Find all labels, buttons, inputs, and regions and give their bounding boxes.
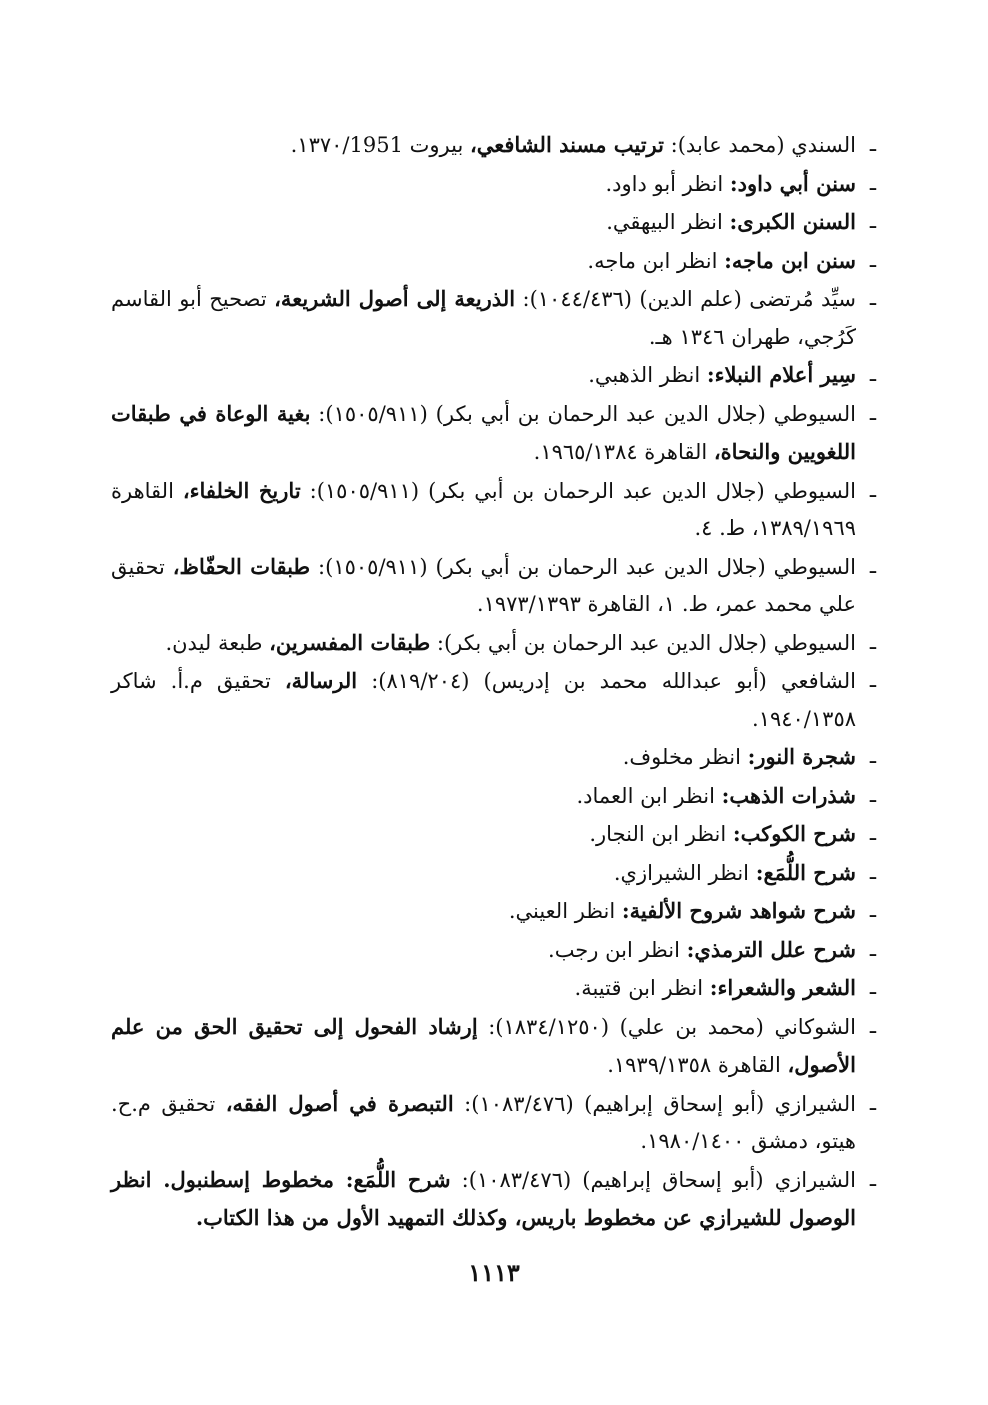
bibliography-entry (111, 777, 876, 816)
entry-dash: ـ (869, 132, 876, 156)
entry-dash: ـ (869, 936, 876, 961)
entry-dash: ـ (869, 170, 876, 195)
bibliography-entry (111, 738, 876, 777)
bibliography-entry (111, 395, 876, 472)
entry-dash: ـ (869, 1013, 876, 1038)
entry-dash: ـ (869, 1166, 876, 1191)
entry-dash: ـ (869, 821, 876, 845)
entry-bold: بغية الوعاة في طبقات اللغويين والنحاة، (111, 400, 856, 464)
entry-plain: سيِّد مُرتضى (علم الدين) (١٠٤٤/٤٣٦): (515, 287, 856, 311)
bibliography-entry (111, 969, 876, 1008)
bibliography-entry (111, 126, 876, 165)
entry-dash: ـ (869, 477, 876, 502)
entry-bold: شرح علل الترمذي: (686, 936, 856, 962)
entry-dash: ـ (869, 209, 876, 233)
bibliography-entry (111, 1085, 876, 1161)
entry-bold: إرشاد الفحول إلى تحقيق الحق من علم الأصول، (111, 1013, 856, 1077)
entry-plain: السيوطي (جلال الدين عبد الرحمان بن أبي بكر) (١٥٠٥/٩١١): (300, 478, 857, 503)
bibliography-entry (111, 815, 876, 854)
entry-plain: الشيرازي (أبو إسحاق إبراهيم) (١٠٨٣/٤٧٦): (450, 1167, 857, 1192)
entry-bold: شرح الكوكب: (732, 821, 856, 846)
entry-dash: ـ (869, 362, 876, 386)
entry-rest: القاهرة ١٣٨٩/١٩٦٩، ط. ٤. (111, 478, 856, 540)
entry-dash: ـ (869, 782, 876, 807)
entry-bold: الرسالة، (284, 668, 358, 693)
bibliography-entry (111, 472, 876, 548)
entry-plain: السيوطي (جلال الدين عبد الرحمان بن أبي بكر) (١٥٠٥/٩١١): (310, 401, 856, 426)
entry-rest: انظر ابن ماجه. (587, 248, 725, 273)
bibliography-entry (111, 854, 876, 893)
entry-dash: ـ (869, 629, 876, 654)
entry-dash: ـ (869, 668, 876, 692)
bibliography-list (111, 126, 876, 1238)
entry-bold: شرح شواهد شروح الألفية: (621, 898, 856, 923)
entry-rest: بيروت ١٣٧٠/1951. (290, 133, 470, 157)
entry-rest: انظر الذهبي. (588, 363, 707, 387)
entry-plain: السيوطي (جلال الدين عبد الرحمان بن أبي بكر): (430, 630, 856, 655)
entry-rest: انظر البيهقي. (606, 210, 730, 234)
entry-plain: السندي (محمد عابد): (663, 133, 856, 157)
entry-dash: ـ (869, 247, 876, 272)
entry-rest: انظر ابن قتيبة. (574, 976, 710, 1000)
entry-bold: السنن الكبرى: (729, 209, 856, 234)
entry-dash: ـ (869, 400, 876, 425)
entry-bold: شذرات الذهب: (721, 782, 856, 808)
bibliography-entry (111, 165, 876, 204)
bibliography-entry (111, 624, 876, 663)
entry-rest: انظر مخلوف. (622, 745, 748, 769)
entry-rest: انظر الشيرازي. (613, 860, 756, 885)
entry-bold: شرح اللُّمَع: (755, 859, 856, 885)
entry-dash: ـ (869, 859, 876, 884)
page-number: ١١١٣ (468, 1258, 520, 1287)
bibliography-entry (111, 1008, 876, 1085)
bibliography-entry (111, 242, 876, 281)
entry-rest: تصحيح أبو القاسم كَرُجي، طهران ١٣٤٦ هـ. (111, 287, 856, 349)
entry-rest: تحقيق علي محمد عمر، ط. ١، القاهرة ١٩٧٣/١٣٩٣. (111, 554, 856, 616)
entry-bold: شجرة النور: (747, 744, 856, 769)
entry-bold: الشعر والشعراء: (709, 975, 856, 1000)
bibliography-entry (111, 662, 876, 738)
entry-dash: ـ (869, 898, 876, 922)
entry-rest: طبعة ليدن. (165, 630, 270, 655)
entry-bold: تاريخ الخلفاء، (182, 477, 301, 503)
entry-rest: انظر ابن العماد. (576, 783, 722, 808)
entry-rest: القاهرة ١٩٣٩/١٣٥٨. (607, 1053, 788, 1077)
entry-plain: السيوطي (جلال الدين عبد الرحمان بن أبي بكر) (١٥٠٥/٩١١): (310, 554, 856, 579)
entry-bold: سنن ابن ماجه: (724, 247, 856, 273)
entry-dash: ـ (869, 286, 876, 310)
bibliography-entry (111, 280, 876, 356)
entry-bold: طبقات الحفّاظ، (172, 553, 311, 579)
entry-bold: الذريعة إلى أصول الشريعة، (274, 286, 516, 311)
bibliography-entry (111, 203, 876, 242)
entry-bold: سنن أبي داود: (729, 170, 856, 196)
entry-bold: ترتيب مسند الشافعي، (469, 132, 664, 157)
bibliography-entry (111, 356, 876, 395)
entry-dash: ـ (869, 1090, 876, 1115)
bibliography-entry (111, 548, 876, 624)
entry-rest: انظر ابن النجار. (589, 822, 733, 846)
entry-bold: طبقات المفسرين، (269, 629, 431, 655)
entry-rest: القاهرة ١٩٦٥/١٣٨٤. (533, 440, 714, 464)
entry-dash: ـ (869, 553, 876, 578)
entry-bold: سِير أعلام النبلاء: (706, 362, 856, 387)
entry-plain: الشافعي (أبو عبدالله محمد بن إدريس) (٨١٩/٢٠٤): (357, 669, 856, 693)
entry-bold: التبصرة في أصول الفقه، (225, 1090, 454, 1116)
bibliography-entry (111, 1161, 876, 1238)
entry-rest: انظر ابن رجب. (548, 937, 687, 962)
entry-rest: انظر العيني. (508, 899, 622, 923)
entry-rest: تحقيق م.أ. شاكر ١٩٤٠/١٣٥٨. (111, 669, 856, 731)
bibliography-entry (111, 892, 876, 931)
entry-plain: الشيرازي (أبو إسحاق إبراهيم) (١٠٨٣/٤٧٦): (453, 1091, 856, 1116)
entry-plain: الشوكاني (محمد بن علي) (١٨٣٤/١٢٥٠): (477, 1014, 856, 1039)
bibliography-entry (111, 931, 876, 970)
entry-rest: تحقيق م.ح. هيتو، دمشق ١٩٨٠/١٤٠٠. (111, 1091, 856, 1153)
entry-bold: شرح اللُّمَع: مخطوط إسطنبول. انظر الوصول للشيرازي عن مخطوط باريس، وكذلك التمهيد الأول من هذا الكتاب. (111, 1166, 856, 1230)
entry-rest: انظر أبو داود. (605, 171, 730, 196)
entry-dash: ـ (869, 975, 876, 999)
entry-dash: ـ (869, 744, 876, 768)
